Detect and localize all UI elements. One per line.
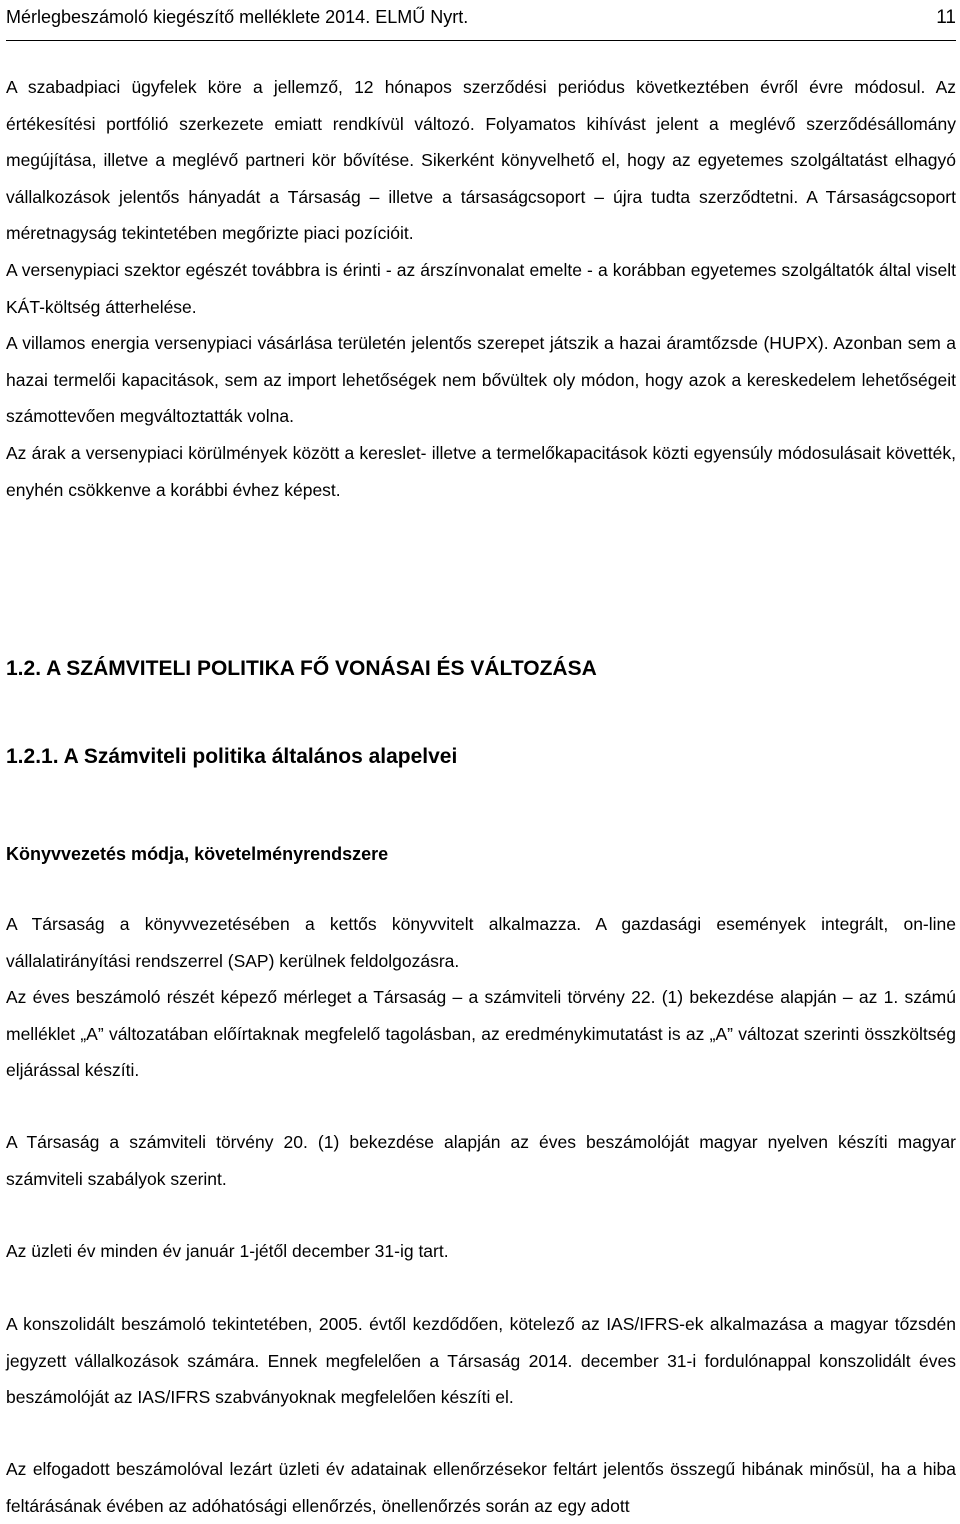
paragraph-significant-errors: [6, 1451, 956, 1524]
policy-section-a: [6, 906, 956, 1089]
paragraph-business-year: [6, 1233, 956, 1270]
paragraph-balance-sheet-format: Az éves beszámoló részét képező mérleget a Társaság – a számviteli törvény 22. (1) bekezdése alapján – az 1. számú melléklet „A” változatában előírtaknak megfelelő tagolásban, az eredménykimutatást is az „A” változat szerinti összköltség eljárással készíti.: [6, 987, 956, 1081]
paragraph-language: [6, 1124, 956, 1197]
paragraph-double-entry: A Társaság a könyvvezetésében a kettős könyvvitelt alkalmazza. A gazdasági események integrált, on-line vállalatirányítási rendszerrel (SAP) kerülnek feldolgozásra.: [6, 914, 956, 971]
heading-bookkeeping-method: Könyvvezetés módja, követelményrendszere: [6, 844, 389, 864]
heading-accounting-policy: 1.2. A SZÁMVITELI POLITIKA FŐ VONÁSAI ÉS VÁLTOZÁSA: [6, 657, 597, 680]
paragraph-business-year-text: Az üzleti év minden év január 1-jétől december 31-ig tart.: [6, 1241, 449, 1261]
paragraph-kat-cost: A versenypiaci szektor egészét továbbra is érinti - az árszínvonalat emelte - a korábban egyetemes szolgáltatók által viselt KÁT-költség átterhelése.: [6, 259, 956, 317]
paragraph-market-portfolio: A szabadpiaci ügyfelek köre a jellemző, 12 hónapos szerződési periódus következtében évről évre módosul. Az értékesítési portfólió szerkezete emiatt rendkívül változó. Folyamatos kihívást jelent a meglévő szerződésállomány megújítása, illetve a meglévő partneri kör bővítése. Sikerként könyvelhető el, hogy az egyetemes szolgáltatást elhagyó vállalkozások jelentős hányadát a Társaság – illetve a társaságcsoport – újra tudta szerződtetni. A Társaságcsoport méretnagyság tekintetében megőrizte piaci pozícióit.: [6, 77, 956, 244]
paragraph-ifrs: [6, 1306, 956, 1416]
page-header: [6, 0, 956, 41]
paragraph-language-text: A Társaság a számviteli törvény 20. (1) bekezdése alapján az éves beszámolóját magyar nyelven készíti magyar számviteli szabályok szerint.: [6, 1132, 956, 1189]
paragraph-ifrs-text: A konszolidált beszámoló tekintetében, 2005. évtől kezdődően, kötelező az IAS/IFRS-ek alkalmazása a magyar tőzsdén jegyzett vállalkozások számára. Ennek megfelelően a Társaság 2014. december 31-i fordulónappal konszolidált éves beszámolóját az IAS/IFRS szabványoknak megfelelően készíti el.: [6, 1314, 956, 1408]
intro-section: [6, 69, 956, 508]
paragraph-significant-errors-text: Az elfogadott beszámolóval lezárt üzleti év adatainak ellenőrzésekor feltárt jelentős összegű hibának minősül, ha a hiba feltárásának évében az adóhatósági ellenőrzés, önellenőrzés során az egy adott: [6, 1459, 956, 1516]
document-page: [6, 0, 956, 1516]
header-title: Mérlegbeszámoló kiegészítő melléklete 2014. ELMŰ Nyrt.: [6, 7, 469, 27]
page-number: 11: [936, 7, 956, 28]
heading-general-principles: 1.2.1. A Számviteli politika általános alapelvei: [6, 745, 458, 768]
paragraph-prices: Az árak a versenypiaci körülmények között a kereslet- illetve a termelőkapacitások közti egyensúly módosulásait követték, enyhén csökkenve a korábbi évhez képest.: [6, 442, 956, 500]
paragraph-hupx: A villamos energia versenypiaci vásárlása területén jelentős szerepet játszik a hazai áramtőzsde (HUPX). Azonban sem a hazai termelői kapacitások, sem az import lehetőségek nem bővültek oly módon, hogy azok a kereskedelem lehetőségeit számottevően megváltoztatták volna.: [6, 333, 956, 427]
